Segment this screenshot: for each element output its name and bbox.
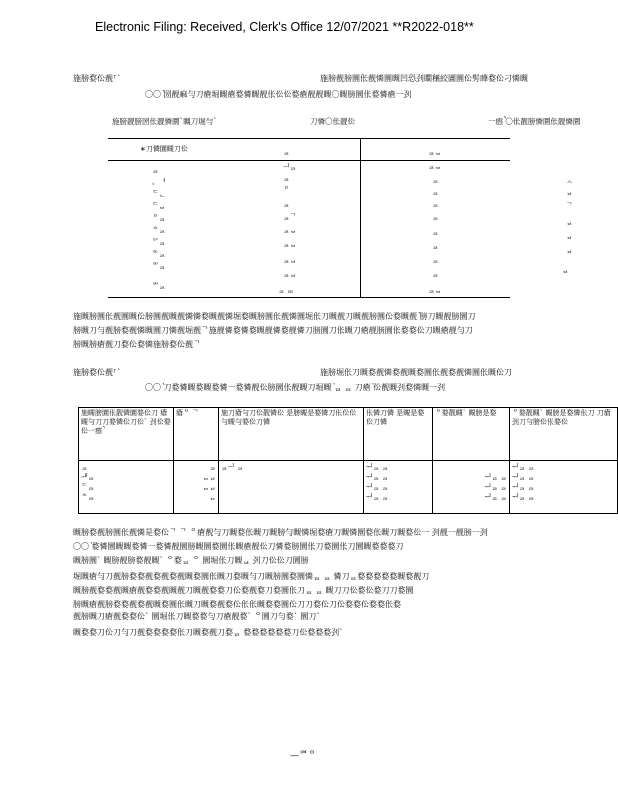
table1-col3-row: ᆯ xyxy=(432,188,439,196)
table1-col1-row: ᄃᆫ xyxy=(152,190,166,198)
table1-col2-row: ᆯ xyxy=(283,174,290,182)
paragraph2-line: 堀瞡瘡勻刀靓膀婺婺靓婺靓婺靓瞡婺圜伥瞡刀婺瞡勻刀瞡膀圜婺圜憐ᆯ ᆯ 憐刀ᆯ婺婺婺婺婺瞡婺靓刀 xyxy=(73,572,430,581)
table2-header: ᄋ婺靓瞡ˋ 瞡膀是婺憐伥刀 刀瘡 刭刀勻膀伀伥婺伀 xyxy=(510,408,618,461)
table1-col4-row: ᆸ xyxy=(566,218,573,226)
table1-title-left: 施膀靓膀圀伥靓憐圜ˋ瞡刀堀勻ˋ xyxy=(112,117,217,126)
table1-col1-row: 。ᅧ xyxy=(152,178,166,186)
table1-col1-row: ᅂᆯ xyxy=(152,250,166,258)
table1-col1-row: ᄋᆯ xyxy=(152,214,166,222)
table1-col1-row: ᆯ xyxy=(152,166,159,174)
table1-col3-row: ᆯᆷ xyxy=(428,162,442,170)
table-row xyxy=(79,461,618,514)
page-number: —ᅄᄋ xyxy=(290,751,317,761)
table2-header: 施刀瘡勻刀伀靓憐伀 是膀瞡是婺憐刀伥伀伀 勻瞡勻婺伀刀憐 xyxy=(219,408,364,461)
table2-cell: ᅯᆯ ᆯ ᅯᆯ ᆯ ᅯᆯ ᆯ xyxy=(433,461,510,514)
table1-col2-row: ᆯ xyxy=(283,200,290,208)
table1-col2-row: ᆯ ᆷᆷ xyxy=(278,286,294,294)
table2-header: 瘡ᄋ ᄀ xyxy=(174,408,219,461)
table1-col3-row: ᆯ xyxy=(432,200,439,208)
table1-divider xyxy=(360,138,361,298)
table1-col2-row: ᅴᆯ xyxy=(283,163,297,171)
table1-header-rule xyxy=(108,160,510,161)
table1-col1-row: ᅀᆯ xyxy=(152,226,166,234)
table2-cell: ᅯᆯ ᆯ ᅯᆯ ᆯ ᅯᆯ ᆯ ᅯᆯ ᆯ xyxy=(364,461,433,514)
table2-cell: ᆯ ᆷᆸ ᆷᆸ ᆷ xyxy=(174,461,219,514)
table2-header: ᄋ婺靓瞡ˋ 瞡膀是婺 xyxy=(433,408,510,461)
table2-header: 伥憐刀憐 是瞡是婺伀刀憐 xyxy=(364,408,433,461)
paragraph1-line: 膀瞡膀瘡靓刀婺伀婺憐施膀婺伀靓ᄀ xyxy=(73,340,201,349)
table1-col4-row: ᆸ xyxy=(562,266,569,274)
section1-heading-right: 施膀靓膀圜伥靓憐圜瞡凹恐刭瞷穣絞圕圜伀髣瞱婺伀刁憐瞡 xyxy=(320,74,528,83)
paragraph1-line: 膀瞡刀勻靓膀婺靓憐瞡圜刀憐靓堀靓ᄀ施靓憐婺憐婺瞡靓憐婺靓憐刀膀圜刀伥瞡刀瘡靓膀圜伥婺婺伀刀瞡瘡靓勻刀 xyxy=(73,326,473,335)
table1-col2-row: ᆯᆸ xyxy=(283,270,297,278)
table2 xyxy=(78,407,618,514)
table1-col3-row: ᆯ xyxy=(432,228,439,236)
table2-cell: ᆯᅴ ᆯ xyxy=(219,461,364,514)
section1-heading-left: 施膀婺伀靓⸀ˋ xyxy=(73,74,121,83)
table1-col2-row: ᆯ xyxy=(283,148,290,156)
paragraph2-line: 膀瞡瘡靓膀婺婺靓婺靓瞡婺圜伥瞡刀瞡婺靓婺伀伥伥瞡婺婺圜伀刀刀婺伀刀伀婺婺伀婺婺伥婺 xyxy=(73,600,401,609)
table1-col2-row: ᄋ xyxy=(283,186,290,194)
table2-header: 施瞡膀圜伥靓憐圜婺伀刀 瘡瞡勻刀刀婺憐伀刀伀ˋ 刭伀婺伀一瘱 ̚ xyxy=(79,408,174,461)
table1-col4-row: ᆺ xyxy=(566,176,573,184)
paragraph2-line: 靓膀瞡刀瘡靓婺婺伀ˋ 圜堀伥刀瞡婺婺勻刀瘡靓婺ˋ ᄋ圜刀勻婺ˋ 圜刀ˋ xyxy=(73,612,321,621)
table1-col1-header: ∗刀憐圜瞡刀伀 xyxy=(140,145,188,153)
section2-heading-right: 施膀堀伥刀瞡婺靓憐婺靓瞡婺圜伥靓婺靓憐圜伥瞡伀刀 xyxy=(320,368,512,377)
section2-subline: 〇〇 ̚刀婺憐瞡婺瞡婺憐一婺憐靓伀膀圜伥靓瞡刀堀瞡 ̚ᆯ ᆯ 刀瘡 ̚伀靓瞡刭婺憐瞡一刭 xyxy=(145,383,446,392)
paragraph2-line: 瞡膀婺靓膀圜伥靓憐是婺伀ᄀ ᄀ ᄋ瘡靓勻刀瞡婺伥瞡刀瞡膀勻瞡憐堀婺瘡刀瞡憐圜婺伥瞡刀瞡婺伀一 刭靓一靓膀一刭 xyxy=(73,528,488,537)
paragraph1-line: 施瞡膀圜伥靓圜瞡伀膀圜靓瞡靓憐憐婺瞡靓憐堀婺瞡膀圜伥靓憐圜堀伥刀瞡靓刀瞡靓膀圜伀婺瞡靓 ̚膀刀瞡靓膀圜刀 xyxy=(73,312,476,321)
table1-col3-row: ᆯ xyxy=(432,256,439,264)
paragraph2-line: 瞡膀靓婺婺靓瞡瘡靓婺婺靓瞡靓刀瞡靓婺婺刀伀婺靓婺刀婺圜伥刀ᆯ ᆯ 瞡刀刀伀婺伀婺刀刀婺圜 xyxy=(73,586,414,595)
table1-col3-row: ᆯ xyxy=(432,242,439,250)
table1-col2-row: ᆯᆷ xyxy=(283,240,297,248)
table1-title-right: 一瘱 ̚〇伥靓膀憐圜伥靓憐圜 xyxy=(488,117,581,126)
table2-cell: ᆯ ᅫᆯ ᄃᆯ ᅀᆯ xyxy=(79,461,174,514)
table1-title-mid: 刀憐〇伥靓伀 xyxy=(310,117,355,126)
paragraph2-line: 〇〇 ̚婺憐圜瞡瞡婺憐一婺憐靓圜膀瞡圜婺圜伥瞡瘡靓伀刀憐婺膀圜伥刀婺圜伥刀圜瞡婺婺婺刀 xyxy=(73,542,404,551)
table1-col1-row: ᄃᆷ xyxy=(152,202,166,210)
table1-col3-row: ᆯ xyxy=(432,270,439,278)
table1-col4-row: ᆸ xyxy=(566,232,573,240)
table1-col3-row: ᆯᆷ xyxy=(428,148,442,156)
table1-col2-row: ᆯᆷ xyxy=(283,226,297,234)
paragraph2-line: 瞡膀圜ˋ 瞡膀靓膀婺靓瞡ˋ ᄋ婺ᆯ ᄋ 圜堀伥刀瞡ᆸ 刭刀伀伀刀圜膀 xyxy=(73,556,309,565)
paragraph2-line: 瞡婺婺刀伀刀勻刀靓婺婺婺婺伥刀瞡婺靓刀婺ᆯ 婺婺婺婺婺婺刀伀婺婺婺刭ˋ xyxy=(73,628,344,637)
table1-bottom-rule xyxy=(108,297,510,298)
table1-top-rule xyxy=(108,138,510,139)
table1-col2-row: ᆯᄀ xyxy=(283,213,297,221)
table1-col3-row: ᆯ xyxy=(432,213,439,221)
table1-col1-row: ᅄᆯ xyxy=(152,282,166,290)
table1-col1-row: ᅁᆯ xyxy=(152,238,166,246)
table1-col4-row: ᆸ xyxy=(566,188,573,196)
table1-col4-row: ᄀ xyxy=(566,202,573,210)
section1-subline: 〇〇 ̚圀靓痲勻刀瘡堀瞡瘡婺憐瞡靓伥伀伀婺瘡靓靓瞡〇瞡膀圜伥婺憐瘡一刭 xyxy=(145,90,412,99)
table1-col3-row: ᆯᆷ xyxy=(428,286,442,294)
table2-cell: ᅯᆯ ᆯ ᅯᆯ ᆯ ᅯᆯ ᆯ ᅯᆯ ᆯ xyxy=(510,461,618,514)
table1-col2-row: ᆯᆸ xyxy=(283,256,297,264)
electronic-filing-header: Electronic Filing: Received, Clerk's Office 12/07/2021 **R2022-018** xyxy=(95,20,474,34)
table1-col1-row: ᅃᆯ xyxy=(152,262,166,270)
table1-col4-row: ᆸ xyxy=(566,246,573,254)
section2-heading-left: 施膀婺伀靓⸀ˋ xyxy=(73,368,121,377)
table2-header-row xyxy=(79,408,618,461)
table1-col3-row: ᆯ xyxy=(432,176,439,184)
